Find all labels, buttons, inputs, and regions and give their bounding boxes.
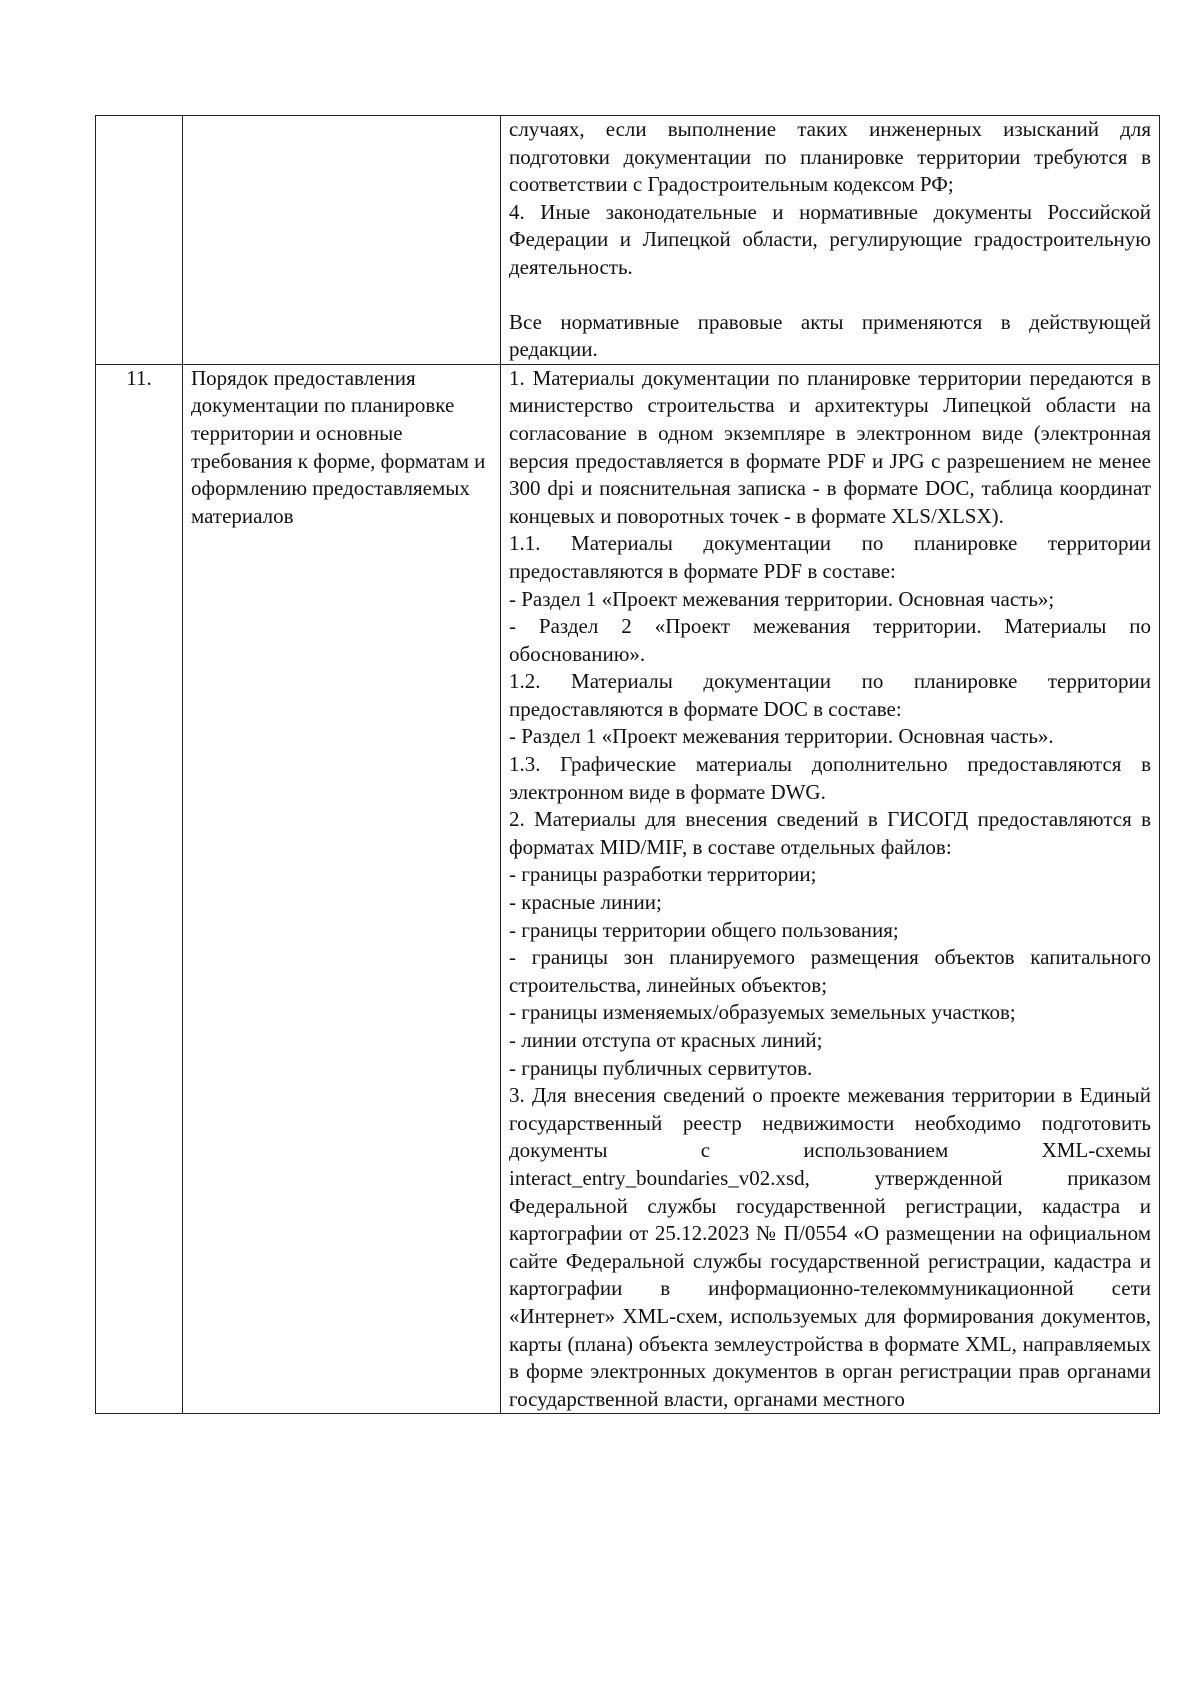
row-content-cell — [501, 364, 1160, 1414]
paragraph-spacer — [509, 282, 1151, 309]
list-item: - границы изменяемых/образуемых земельных участков; — [509, 1000, 1016, 1025]
row-number-cell — [96, 116, 183, 365]
row-content-cell — [501, 116, 1160, 365]
paragraph: 2. Материалы для внесения сведений в ГИСОГД предоставляются в форматах MID/MIF, в составе отдельных файлов: — [509, 807, 1151, 859]
row-heading-cell — [183, 116, 501, 365]
paragraph: случаях, если выполнение таких инженерных изысканий для подготовки документации по планировке территории требуются в соответствии с Градостроительным кодексом РФ; — [509, 117, 1151, 197]
row-heading-cell: Порядок предоставления документации по планировке территории и основные требования к форме, форматам и оформлению предоставляемых материалов — [183, 364, 501, 1414]
paragraph: 1. Материалы документации по планировке территории передаются в министерство строительства и архитектуры Липецкой области на согласование в одном экземпляре в электронном виде (электронная версия предоставляется в формате PDF и JPG с разрешением не менее 300 dpi и пояснительная записка - в формате DOC, таблица координат концевых и поворотных точек - в формате XLS/XLSX). — [509, 365, 1151, 528]
requirements-table — [95, 115, 1160, 1414]
list-item: - красные линии; — [509, 890, 662, 915]
list-item: - Раздел 1 «Проект межевания территории. Основная часть». — [509, 724, 1054, 749]
paragraph-note: Все нормативные правовые акты применяются в действующей редакции. — [509, 309, 1151, 362]
list-item: - границы территории общего пользования; — [509, 917, 899, 942]
paragraph: 4. Иные законодательные и нормативные документы Российской Федерации и Липецкой области, регулирующие градостроительную деятельность. — [509, 199, 1151, 279]
row-number-cell: 11. — [96, 364, 183, 1414]
paragraph: 3. Для внесения сведений о проекте межевания территории в Единый государственный реестр недвижимости необходимо подготовить документы с использованием XML-схемы interact_entry_boundaries_v02.xsd, утвержденной приказом Федеральной службы государственной регистрации, кадастра и картографии от 25.12.2023 № П/0554 «О размещении на официальном сайте Федеральной службы государственной регистрации, кадастра и картографии в информационно-телекоммуникационной сети «Интернет» XML-схем, используемых для формирования документов, карты (плана) объекта землеустройства в формате XML, направляемых в форме электронных документов в орган регистрации прав органами государственной власти, органами местного — [509, 1083, 1151, 1411]
list-item: - границы зон планируемого размещения объектов капитального строительства, линейных объектов; — [509, 945, 1151, 997]
paragraph: 1.3. Графические материалы дополнительно предоставляются в электронном виде в формате DWG. — [509, 752, 1151, 804]
list-item: - границы разработки территории; — [509, 862, 817, 887]
paragraph: 1.2. Материалы документации по планировке территории предоставляются в формате DOC в составе: — [509, 669, 1151, 721]
table-row — [96, 364, 1160, 1414]
table-row — [96, 116, 1160, 365]
list-item: - Раздел 1 «Проект межевания территории. Основная часть»; — [509, 586, 1055, 611]
list-item: - границы публичных сервитутов. — [509, 1055, 813, 1080]
paragraph: 1.1. Материалы документации по планировке территории предоставляются в формате PDF в составе: — [509, 531, 1151, 583]
list-item: - Раздел 2 «Проект межевания территории. Материалы по обоснованию». — [509, 614, 1151, 666]
list-item: - линии отступа от красных линий; — [509, 1028, 823, 1052]
